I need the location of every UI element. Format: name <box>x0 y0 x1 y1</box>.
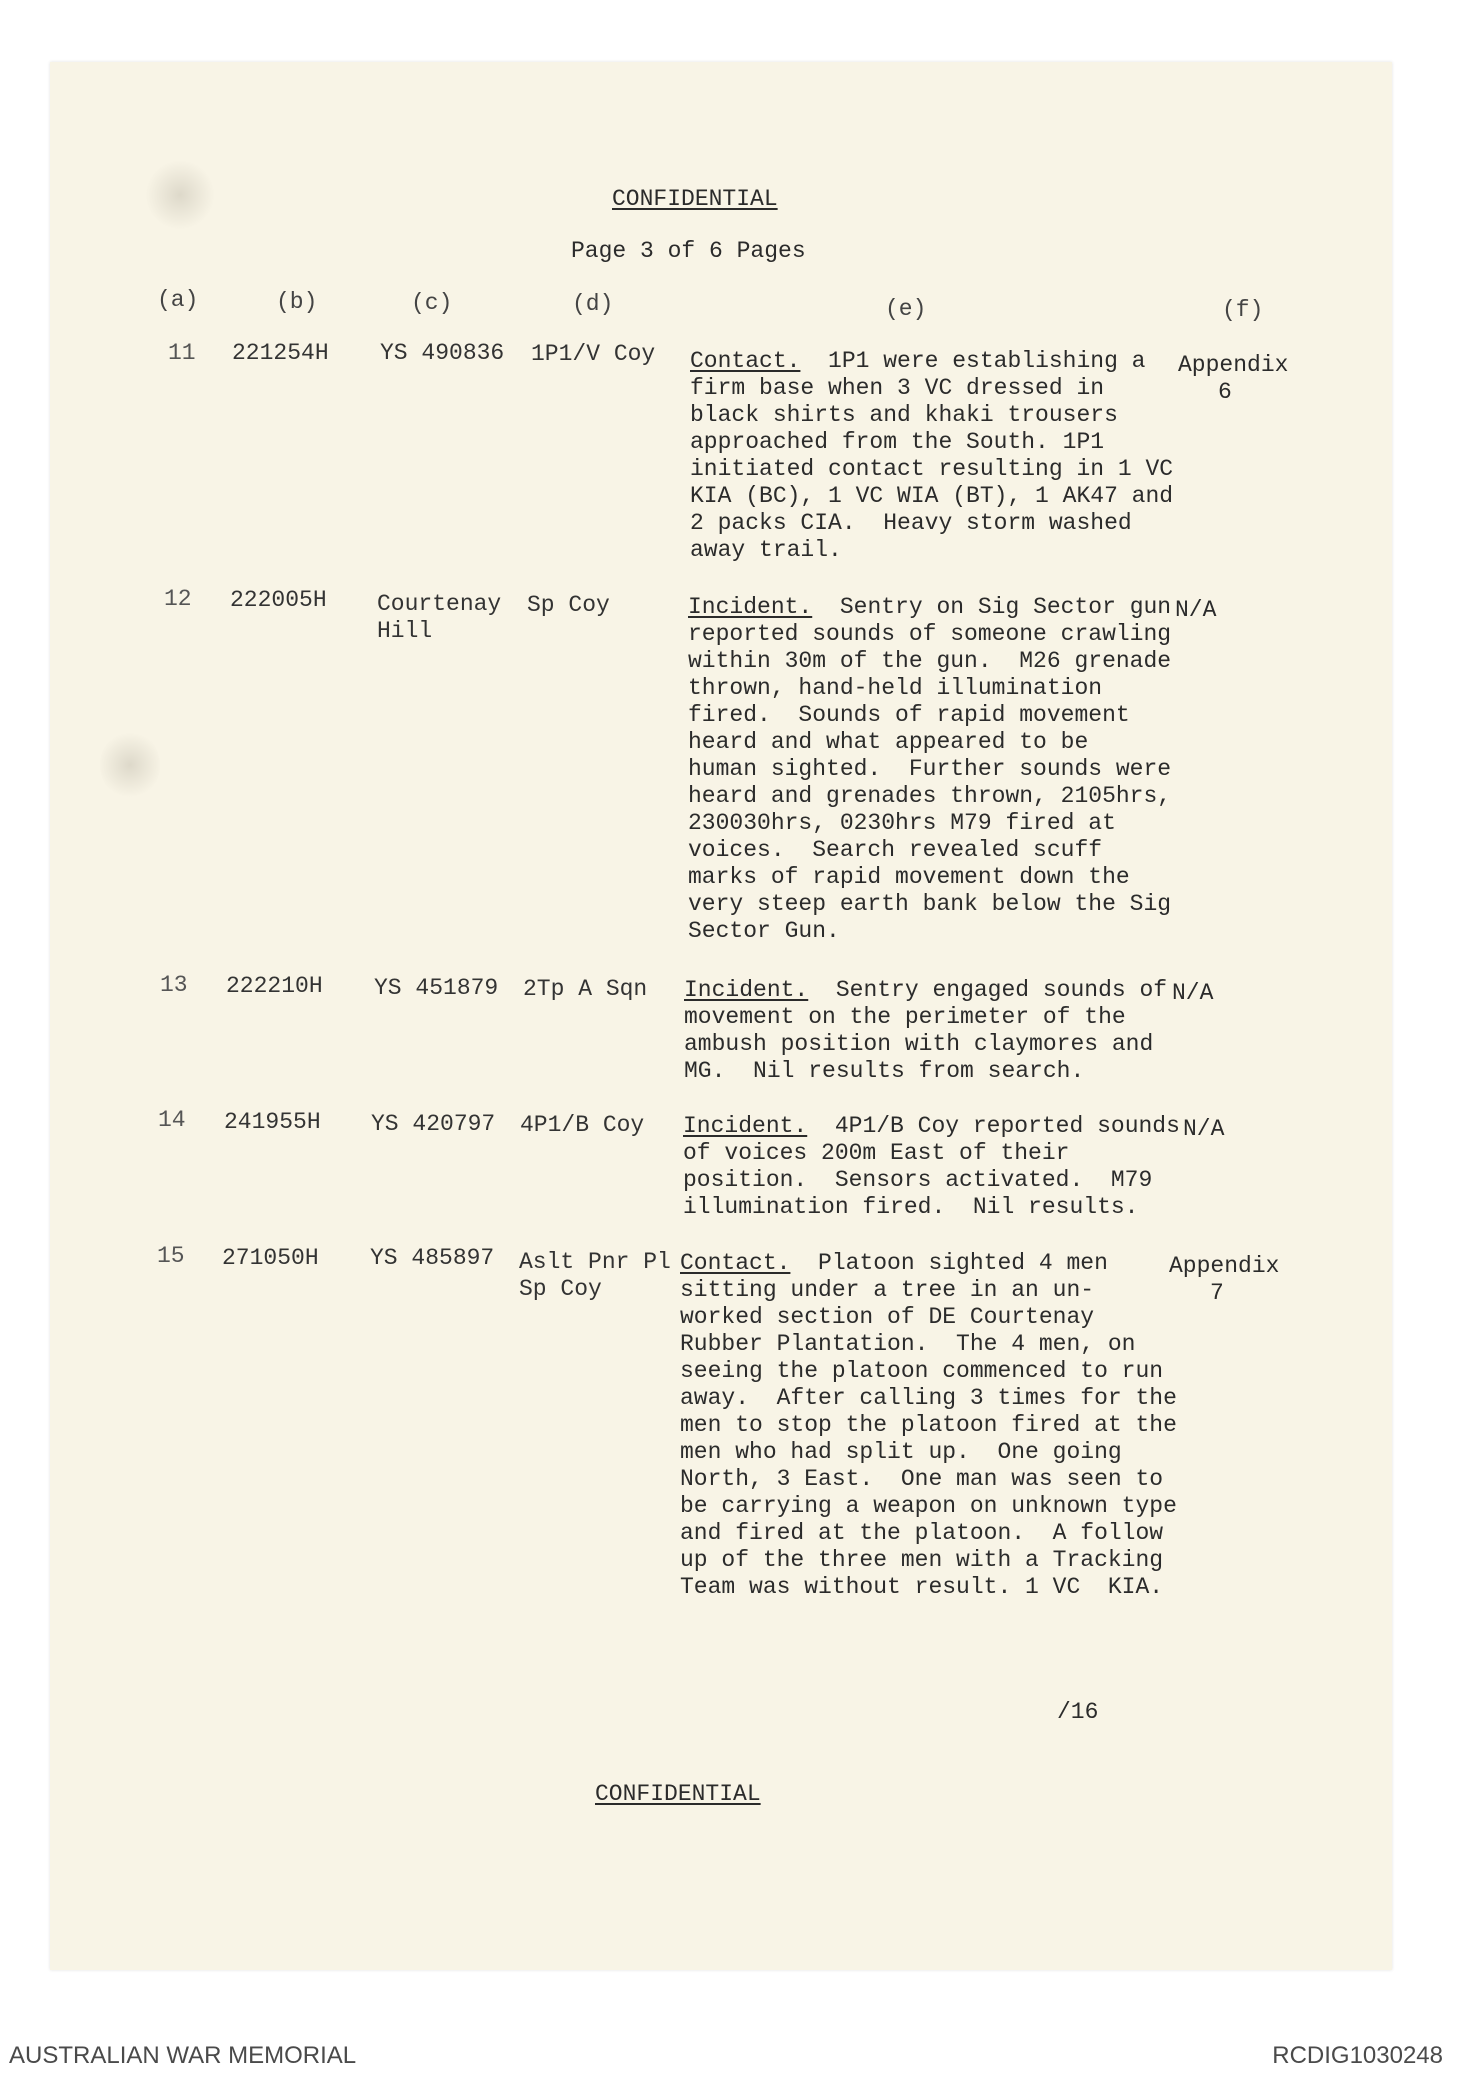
row-location: YS 451879 <box>374 975 499 1001</box>
row-remarks-number: 6 <box>1218 379 1232 405</box>
row-serial: 14 <box>158 1107 186 1133</box>
row-narrative: Incident. Sentry on Sig Sector gun reported sounds of someone crawling within 30m of the gun. M26 grenade thrown, hand-held illumination fired. Sounds of rapid movement heard and what appeared to be human sighted. Further sounds were heard and grenades thrown, 2105hrs, 230030hrs, 0230hrs M79 fired at voices. Search revealed scuff marks of rapid movement down the very steep earth bank below the Sig Sector Gun. <box>688 594 1172 944</box>
row-narrative: Incident. Sentry engaged sounds of movement on the perimeter of the ambush position with claymores and MG. Nil results from search. <box>684 977 1168 1084</box>
row-location: YS 490836 <box>380 340 505 366</box>
row-location: YS 420797 <box>371 1111 496 1137</box>
row-location: Courtenay Hill <box>377 591 502 644</box>
row-dtg: 222005H <box>230 587 327 613</box>
column-header-f: (f) <box>1222 297 1264 323</box>
classification-header: CONFIDENTIAL <box>612 186 778 212</box>
column-header-a: (a) <box>157 287 199 313</box>
row-dtg: 221254H <box>232 340 329 366</box>
column-header-d: (d) <box>572 291 614 317</box>
row-unit: Sp Coy <box>527 592 610 618</box>
row-narrative: Contact. 1P1 were establishing a firm base when 3 VC dressed in black shirts and khaki trousers approached from the South. 1P1 initiated contact resulting in 1 VC KIA (BC), 1 VC WIA (BT), 1 AK47 and 2 packs CIA. Heavy storm washed away trail. <box>690 348 1174 563</box>
column-header-e: (e) <box>885 296 927 322</box>
row-remarks: Appendix <box>1178 352 1289 378</box>
row-unit: 2Tp A Sqn <box>523 976 648 1002</box>
row-serial: 15 <box>157 1243 185 1269</box>
row-remarks: N/A <box>1172 980 1214 1006</box>
row-location: YS 485897 <box>370 1245 495 1271</box>
row-unit: Aslt Pnr Pl Sp Coy <box>519 1249 671 1302</box>
paper-mark <box>100 730 160 800</box>
archive-reference: RCDIG1030248 <box>1272 2042 1443 2069</box>
column-header-c: (c) <box>411 290 453 316</box>
row-remarks: N/A <box>1183 1116 1225 1142</box>
continuation-page: /16 <box>1057 1699 1099 1725</box>
row-remarks-number: 7 <box>1210 1280 1224 1306</box>
row-remarks: Appendix <box>1169 1253 1280 1279</box>
row-serial: 12 <box>164 586 192 612</box>
row-unit: 1P1/V Coy <box>531 341 656 367</box>
row-serial: 11 <box>168 340 196 366</box>
classification-footer: CONFIDENTIAL <box>595 1781 761 1807</box>
row-dtg: 241955H <box>224 1109 321 1135</box>
row-remarks: N/A <box>1175 597 1217 623</box>
column-header-b: (b) <box>276 289 318 315</box>
row-narrative: Incident. 4P1/B Coy reported sounds of voices 200m East of their position. Sensors activated. M79 illumination fired. Nil results. <box>683 1113 1180 1220</box>
row-serial: 13 <box>160 972 188 998</box>
page-number: Page 3 of 6 Pages <box>571 238 806 264</box>
row-dtg: 271050H <box>222 1245 319 1271</box>
row-narrative: Contact. Platoon sighted 4 men sitting under a tree in an un- worked section of DE Courtenay Rubber Plantation. The 4 men, on seeing the platoon commenced to run away. After calling 3 times for the men to stop the platoon fired at the men who had split up. One going North, 3 East. One man was seen to be carrying a weapon on unknown type and fired at the platoon. A follow up of the three men with a Tracking Team was without result. 1 VC KIA. <box>680 1250 1177 1600</box>
archive-credit: AUSTRALIAN WAR MEMORIAL <box>9 2042 357 2069</box>
row-unit: 4P1/B Coy <box>520 1112 645 1138</box>
row-dtg: 222210H <box>226 973 323 999</box>
paper-mark <box>145 160 215 230</box>
